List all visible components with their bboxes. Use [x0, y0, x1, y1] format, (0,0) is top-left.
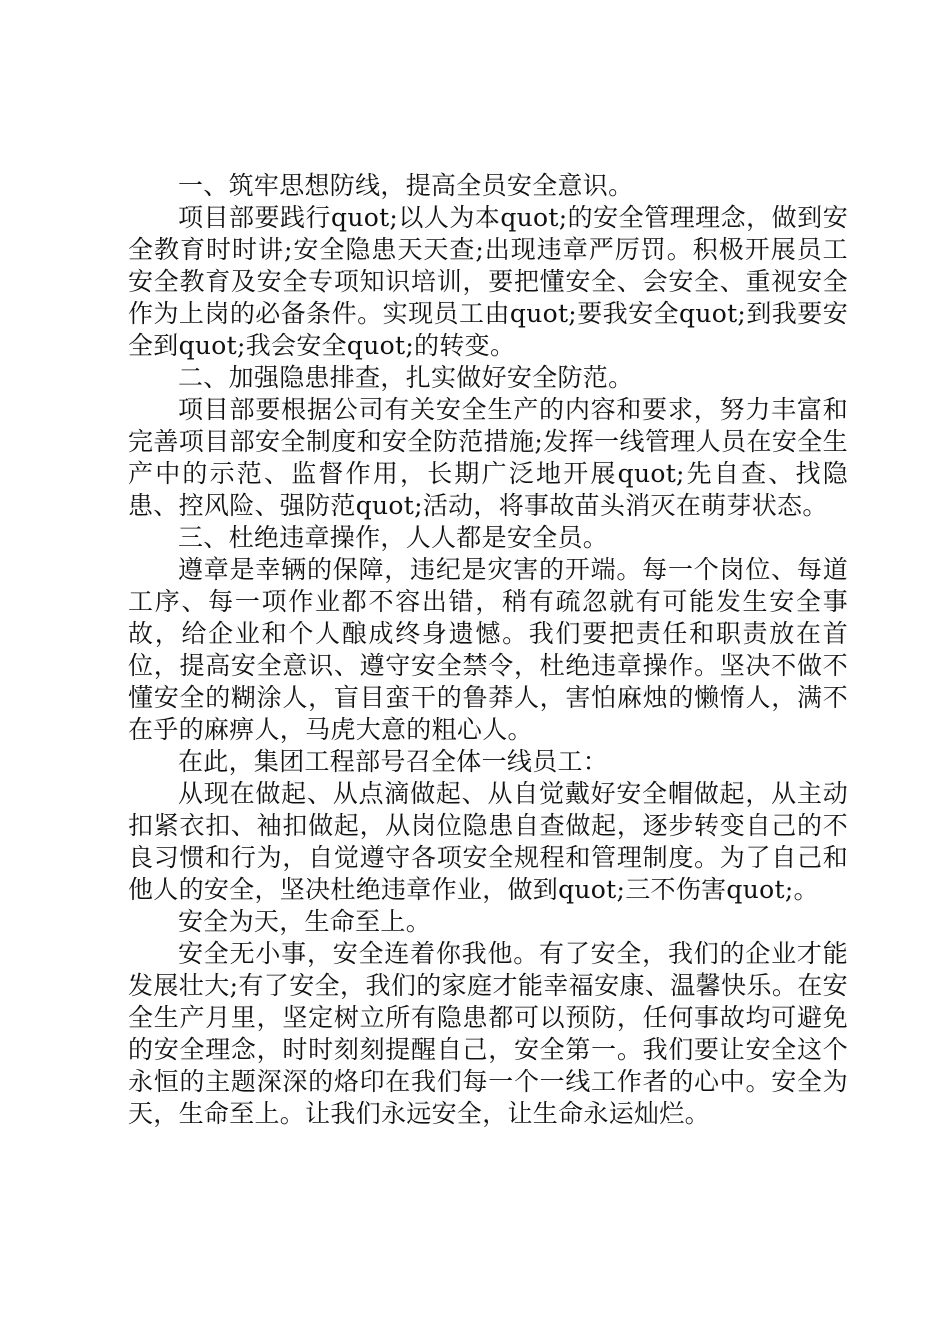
paragraph-4: 从现在做起、从点滴做起、从自觉戴好安全帽做起，从主动扣紧衣扣、袖扣做起，从岗位隐患自查做起，逐步转变自己的不良习惯和行为，自觉遵守各项安全规程和管理制度。为了自己和他人的安全，坚决杜绝违章作业，做到quot;三不伤害quot;。: [128, 779, 848, 904]
slogan: 安全为天，生命至上。: [178, 907, 432, 936]
section-heading-1: 一、筑牢思想防线，提高全员安全意识。: [178, 171, 634, 200]
section-heading-2: 二、加强隐患排查，扎实做好安全防范。: [178, 363, 634, 392]
paragraph-2: 项目部要根据公司有关安全生产的内容和要求，努力丰富和完善项目部安全制度和安全防范措施;发挥一线管理人员在安全生产中的示范、监督作用，长期广泛地开展quot;先自查、找隐患、控风险、强防范quot;活动，将事故苗头消灭在萌芽状态。: [128, 395, 848, 520]
paragraph-3: 遵章是幸辆的保障，违纪是灾害的开端。每一个岗位、每道工序、每一项作业都不容出错，稍有疏忽就有可能发生安全事故，给企业和个人酿成终身遗憾。我们要把责任和职责放在首位，提高安全意识、遵守安全禁令，杜绝违章操作。坚决不做不懂安全的糊涂人，盲目蛮干的鲁莽人，害怕麻烛的懒惰人，满不在乎的麻痹人，马虎大意的粗心人。: [128, 555, 848, 744]
document-body: [128, 170, 848, 1130]
section-heading-3: 三、杜绝违章操作，人人都是安全员。: [178, 523, 609, 552]
call-to-action-intro: 在此，集团工程部号召全体一线员工：: [178, 747, 609, 776]
paragraph-5: 安全无小事，安全连着你我他。有了安全，我们的企业才能发展壮大;有了安全，我们的家庭才能幸福安康、温馨快乐。在安全生产月里，坚定树立所有隐患都可以预防，任何事故均可避免的安全理念，时时刻刻提醒自己，安全第一。我们要让安全这个永恒的主题深深的烙印在我们每一个一线工作者的心中。安全为天，生命至上。让我们永远安全，让生命永运灿烂。: [128, 939, 848, 1128]
paragraph-1: 项目部要践行quot;以人为本quot;的安全管理理念，做到安全教育时时讲;安全隐患天天查;出现违章严厉罚。积极开展员工安全教育及安全专项知识培训，要把懂安全、会安全、重视安全作为上岗的必备条件。实现员工由quot;要我安全quot;到我要安全到quot;我会安全quot;的转变。: [128, 203, 848, 360]
